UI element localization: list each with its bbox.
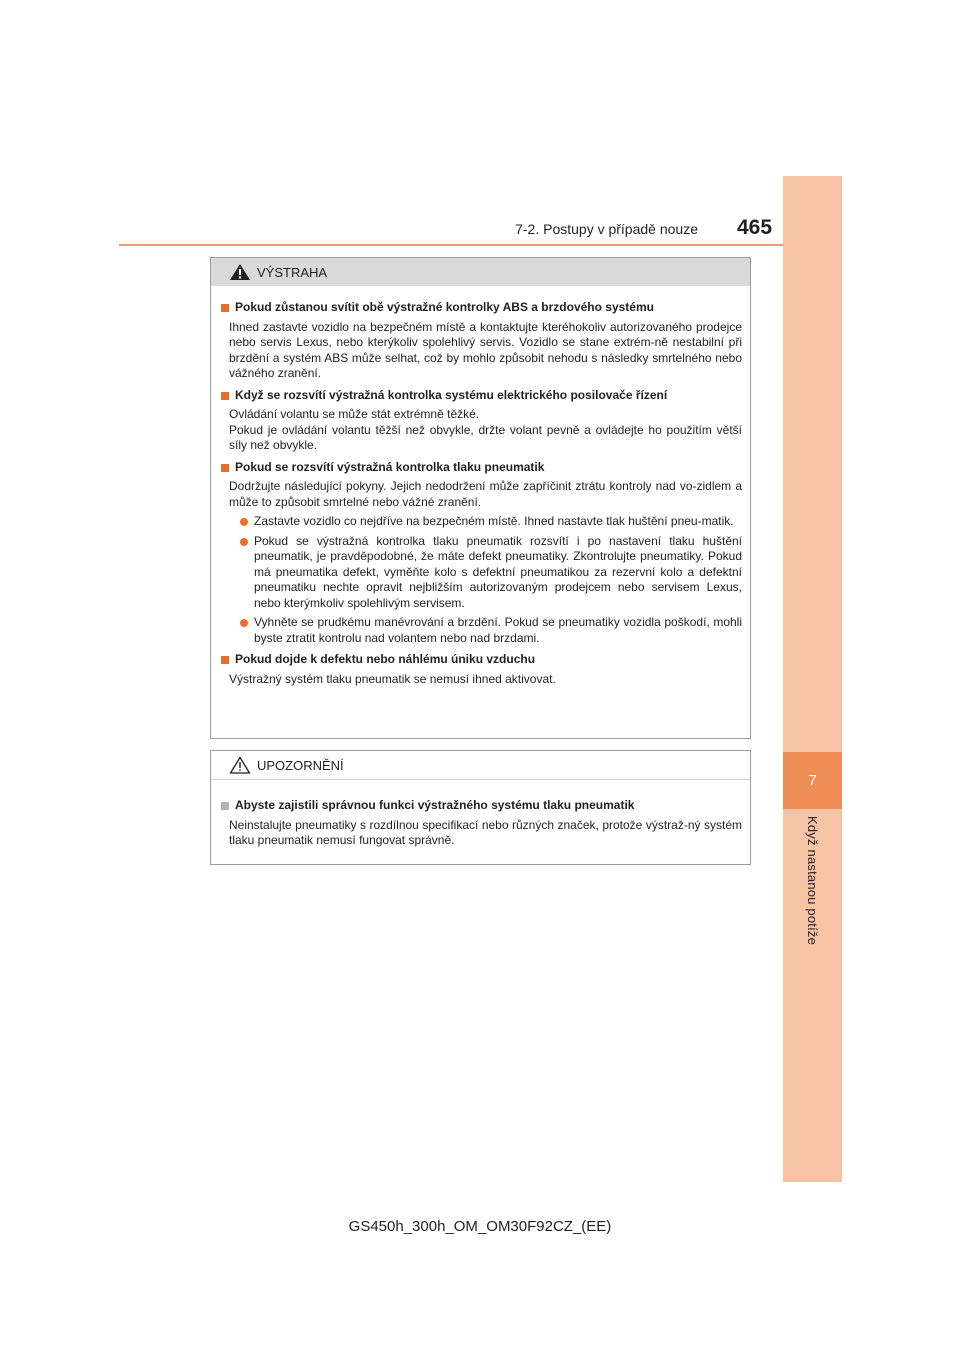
square-bullet-icon (221, 656, 229, 664)
caution-body (211, 780, 750, 849)
warning-text-puncture: Výstražný systém tlaku pneumatik se nemusí ihned aktivovat. (229, 671, 556, 686)
caution-heading: Abyste zajistili správnou funkci výstražného systému tlaku pneumatik (221, 798, 742, 814)
caution-box (210, 750, 751, 865)
caution-header (211, 751, 750, 780)
list-item: Pokud se výstražná kontrolka tlaku pneumatik rozsvítí i po nastavení tlaku huštění pneumatik, je pravděpodobné, že máte defekt pneumatiky. Zkontrolujte pneumatiky. Pokud má pneumatika defekt, vyměňte kolo s defektní pneumatikou za rezervní kolo a defektní pneumatiku nechte opravit nejbližším autorizovaným prodejcem nebo servisem Lexus, nebo kterýmkoliv spolehlivým servisem. (221, 534, 742, 612)
warning-text-eps-2: Pokud je ovládání volantu těžší než obvykle, držte volant pevně a ovládejte ho použitím větší síly než obvykle. (229, 422, 742, 452)
section-title: 7-2. Postupy v případě nouze (515, 221, 698, 237)
side-strip (783, 176, 842, 1182)
warning-heading-eps: Když se rozsvítí výstražná kontrolka systému elektrického posilovače řízení (221, 388, 742, 404)
caution-text: Neinstalujte pneumatiky s rozdílnou specifikací nebo různých značek, protože výstraž-ný systém tlaku pneumatik nemusí fungovat správně. (229, 817, 742, 847)
round-bullet-icon (240, 518, 248, 526)
list-item: Zastavte vozidlo co nejdříve na bezpečném místě. Ihned nastavte tlak huštění pneu-matik. (221, 514, 742, 530)
square-bullet-icon (221, 802, 229, 810)
document-code: GS450h_300h_OM_OM30F92CZ_(EE) (348, 1218, 612, 1235)
warning-title: VÝSTRAHA (257, 264, 328, 280)
header-rule (119, 244, 783, 246)
round-bullet-icon (240, 538, 248, 546)
warning-triangle-icon (229, 263, 251, 281)
caution-triangle-icon (229, 756, 251, 774)
warning-heading-abs: Pokud zůstanou svítit obě výstražné kontrolky ABS a brzdového systému (221, 300, 742, 316)
page-number: 465 (737, 216, 773, 239)
warning-text-abs: Ihned zastavte vozidlo na bezpečném místě a kontaktujte kteréhokoliv autorizovaného prodejce nebo servis Lexus, nebo kterýkoliv spolehlivý servis. Vozidlo se stane extrém-ně nestabilní při brzdění a systém ABS může selhat, což by mohlo způsobit nehodu s následky smrtelného nebo vážného zranění. (229, 319, 742, 380)
square-bullet-icon (221, 464, 229, 472)
warning-body (211, 286, 750, 687)
chapter-title-vertical (783, 812, 842, 972)
chapter-number: 7 (808, 772, 817, 789)
square-bullet-icon (221, 304, 229, 312)
chapter-title: Když nastanou potíže (805, 816, 820, 946)
caution-title: UPOZORNĚNÍ (257, 757, 344, 773)
warning-heading-puncture: Pokud dojde k defektu nebo náhlému úniku vzduchu (221, 652, 742, 668)
warning-header (211, 258, 750, 286)
warning-heading-tpws: Pokud se rozsvítí výstražná kontrolka tlaku pneumatik (221, 460, 742, 476)
round-bullet-icon (240, 619, 248, 627)
list-item: Vyhněte se prudkému manévrování a brzdění. Pokud se pneumatiky vozidla poškodí, mohli byste ztratit kontrolu nad volantem nebo nad brzdami. (221, 615, 742, 646)
chapter-tab (783, 752, 842, 809)
square-bullet-icon (221, 392, 229, 400)
warning-text-tpws: Dodržujte následující pokyny. Jejich nedodržení může zapříčinit ztrátu kontroly nad vo-zidlem a může to způsobit smrtelné nebo vážné zranění. (229, 479, 742, 509)
warning-box (210, 257, 751, 739)
warning-text-eps-1: Ovládání volantu se může stát extrémně těžké. (229, 407, 480, 421)
